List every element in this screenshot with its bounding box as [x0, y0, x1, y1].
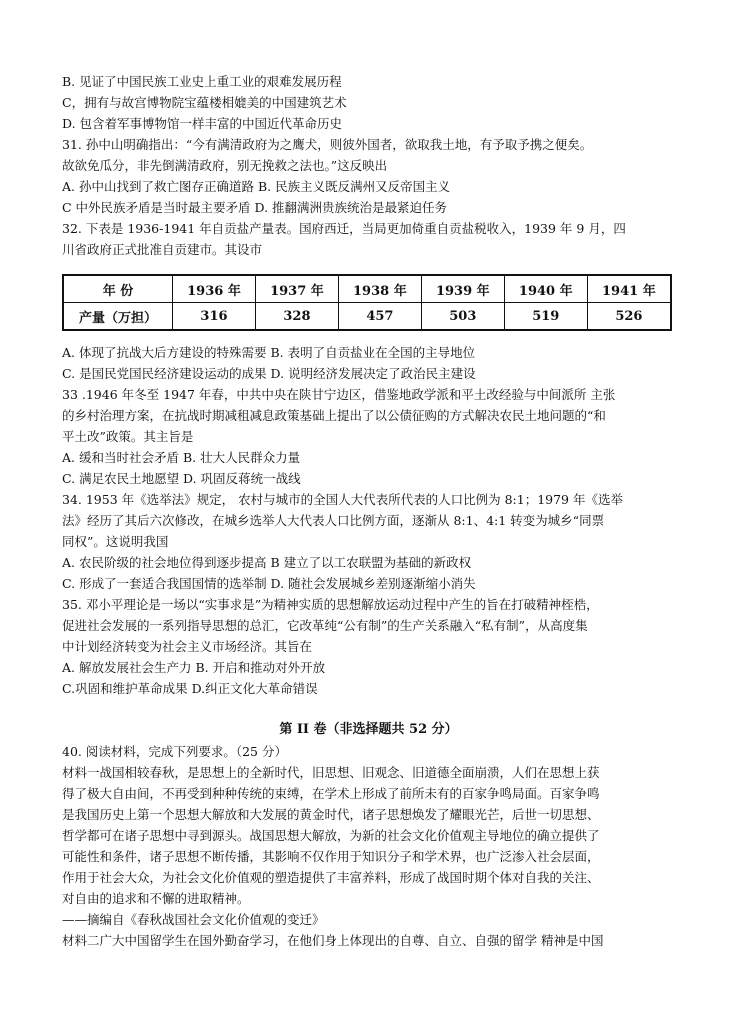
text-line: D. 包含着军事博物馆一样丰富的中国近代革命历史: [62, 116, 343, 131]
text-line: 平土改”政策。其主旨是: [62, 429, 194, 444]
text-line: 32. 下表是 1936-1941 年自贡盐产量表。国府西迁，当局更加倚重自贡盐税收入，1939 年 9 月，四: [62, 221, 626, 236]
text-line: A. 农民阶级的社会地位得到逐步提高 B 建立了以工农联盟为基础的新政权: [62, 555, 472, 570]
text-line: 可能性和条件，诸子思想不断传播，其影响不仅作用于知识分子和学术界，也广泛渗入社会层面，: [62, 849, 600, 864]
text-line: C，拥有与故宫博物院宝蕴楼相媲美的中国建筑艺术: [62, 95, 347, 110]
text-line: 法》经历了其后六次修改，在城乡选举人大代表人口比例方面，逐渐从 8:1、4:1 转变为城乡“同票: [62, 513, 605, 528]
text-line: A. 孙中山找到了救亡图存正确道路 B. 民族主义既反满州又反帝国主义: [62, 179, 451, 194]
table-cell: 产量（万担）: [63, 303, 173, 331]
table-header-cell: 1941 年: [587, 275, 671, 303]
table-header-cell: 1937 年: [255, 275, 338, 303]
table-row: [63, 303, 671, 331]
text-line: ——摘编自《春秋战国社会文化价值观的变迁》: [62, 912, 325, 927]
table-header-cell: 年 份: [63, 275, 173, 303]
text-line: A. 解放发展社会生产力 B. 开启和推动对外开放: [62, 660, 326, 675]
text-line: A. 缓和当时社会矛盾 B. 壮大人民群众力量: [62, 450, 301, 465]
text-line: C. 形成了一套适合我国国情的选举制 D. 随社会发展城乡差别逐渐缩小消失: [62, 576, 476, 591]
text-line: 40. 阅读材料，完成下列要求。（25 分）: [62, 744, 287, 759]
text-line: 对自由的追求和不懈的进取精神。: [62, 891, 250, 906]
text-line: 中计划经济转变为社会主义市场经济。其旨在: [62, 639, 313, 654]
salt-production-table: [62, 274, 672, 331]
text-line: 33 .1946 年冬至 1947 年春，中共中央在陕甘宁边区，借鉴地政学派和平土改经验与中间派所 主张: [62, 387, 616, 402]
text-line: 故欲免瓜分，非先倒满清政府，别无挽救之法也。”这反映出: [62, 158, 388, 173]
table-header-cell: 1938 年: [338, 275, 421, 303]
table-header-cell: 1940 年: [504, 275, 587, 303]
text-line: 材料一战国相较春秋，是思想上的全新时代，旧思想、旧观念、旧道德全面崩溃，人们在思想上获: [62, 765, 600, 780]
text-line: 促进社会发展的一系列指导思想的总汇，它改革纯“公有制”的生产关系融入“私有制”，从高度集: [62, 618, 588, 633]
text-line: 作用于社会大众，为社会文化价值观的塑造提供了丰富养料，形成了战国时期个体对自我的关注、: [62, 870, 600, 885]
table-cell: 526: [587, 303, 671, 331]
section-title: 第 II 卷（非选择题共 52 分）: [279, 722, 458, 737]
table-cell: 457: [338, 303, 421, 331]
table-cell: 328: [255, 303, 338, 331]
text-line: 是我国历史上第一个思想大解放和大发展的黄金时代，诸子思想焕发了耀眼光芒，后世一切思想、: [62, 807, 600, 822]
text-line: 同权”。这说明我国: [62, 534, 169, 549]
text-line: 得了极大自由间，不再受到种种传统的束缚，在学术上形成了前所未有的百家争鸣局面。百家争鸣: [62, 786, 600, 801]
text-line: C.巩固和维护革命成果 D.纠正文化大革命错误: [62, 681, 318, 696]
table-header-row: [63, 275, 671, 303]
text-line: 35. 邓小平理论是一场以“实事求是”为精神实质的思想解放运动过程中产生的旨在打破精神桎梏，: [62, 597, 599, 612]
text-line: B. 见证了中国民族工业史上重工业的艰难发展历程: [62, 74, 342, 89]
text-line: C 中外民族矛盾是当时最主要矛盾 D. 推翻满洲贵族统治是最紧迫任务: [62, 200, 448, 215]
text-line: A. 体现了抗战大后方建设的特殊需要 B. 表明了自贡盐业在全国的主导地位: [62, 345, 476, 360]
table-cell: 316: [173, 303, 256, 331]
text-line: C. 满足农民土地愿望 D. 巩固反蒋统一战线: [62, 471, 301, 486]
table-header-cell: 1936 年: [173, 275, 256, 303]
table-cell: 503: [421, 303, 504, 331]
table-cell: 519: [504, 303, 587, 331]
text-line: 材料二广大中国留学生在国外勤奋学习，在他们身上体现出的自尊、自立、自强的留学 精神是中国: [62, 933, 604, 948]
text-line: 的乡村治理方案，在抗战时期减租减息政策基础上提出了以公债征购的方式解决农民土地问题的“和: [62, 408, 606, 423]
text-line: 哲学都可在诸子思想中寻到源头。战国思想大解放，为新的社会文化价值观主导地位的确立提供了: [62, 828, 600, 843]
text-line: 34. 1953 年《选举法》规定， 农村与城市的全国人大代表所代表的人口比例为 8:1；1979 年《选举: [62, 492, 623, 507]
text-line: 31. 孙中山明确指出：“今有满清政府为之鹰犬，则彼外国者，欲取我土地，有予取予携之便矣。: [62, 137, 593, 152]
text-line: 川省政府正式批准自贡建市。其设市: [62, 242, 263, 257]
table-header-cell: 1939 年: [421, 275, 504, 303]
text-line: C. 是国民党国民经济建设运动的成果 D. 说明经济发展决定了政治民主建设: [62, 366, 476, 381]
